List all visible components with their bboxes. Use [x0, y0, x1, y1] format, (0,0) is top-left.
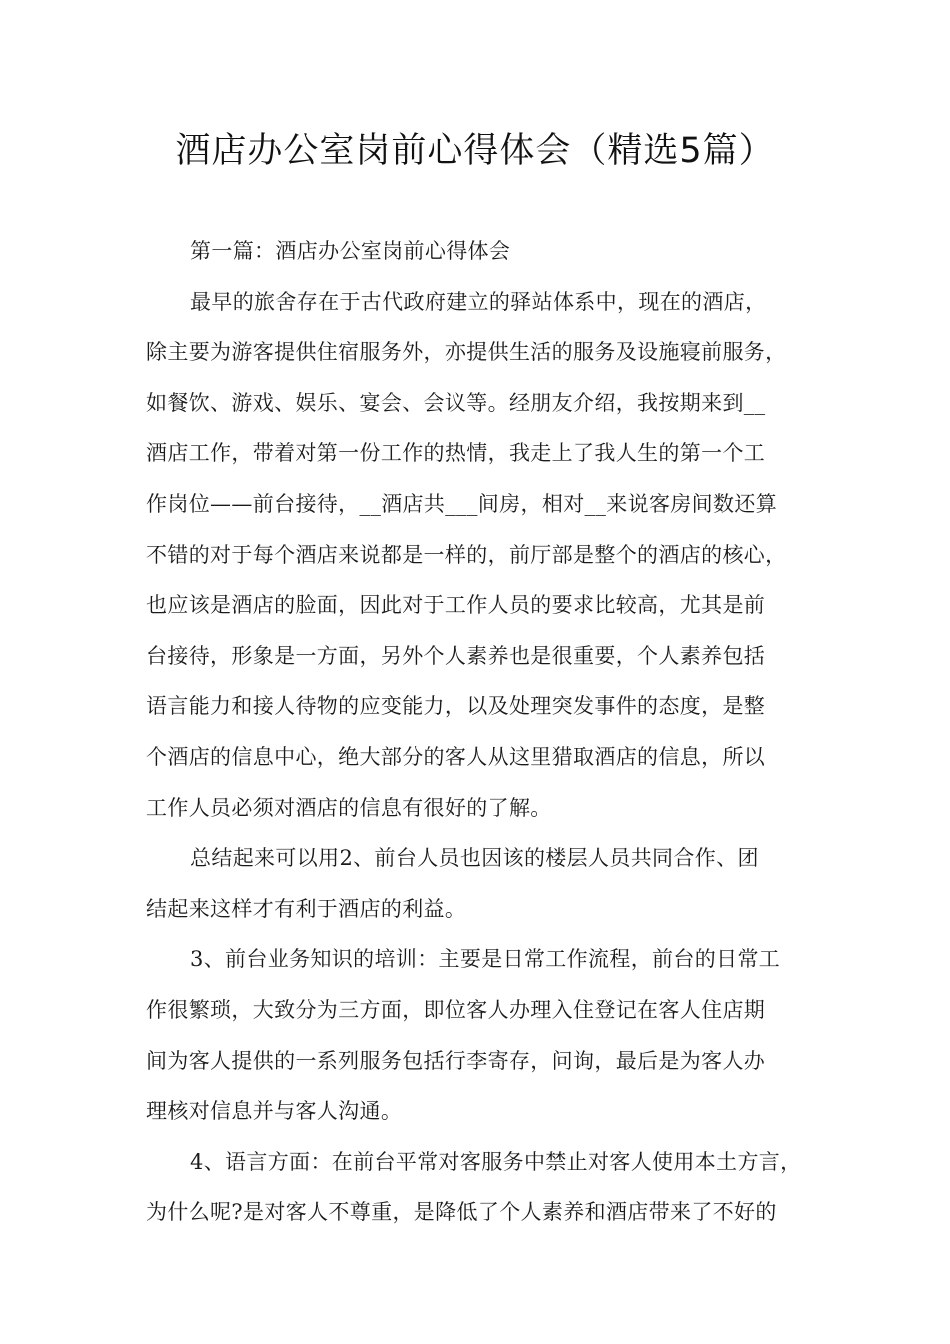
document-body	[146, 226, 818, 1238]
document-title: 酒店办公室岗前心得体会（精选5篇）	[175, 131, 775, 171]
paragraph-line: 语言能力和接人待物的应变能力，以及处理突发事件的态度，是整	[146, 694, 766, 719]
paragraph-line: 不错的对于每个酒店来说都是一样的，前厅部是整个的酒店的核心，	[146, 542, 787, 567]
paragraph-line: 工作人员必须对酒店的信息有很好的了解。	[146, 795, 552, 820]
paragraph-line: 4、语言方面：在前台平常对客服务中禁止对客人使用本土方言，	[190, 1149, 802, 1174]
paragraph-line: 为什么呢?是对客人不尊重，是降低了个人素养和酒店带来了不好的	[146, 1200, 777, 1225]
paragraph-line: 作很繁琐，大致分为三方面，即位客人办理入住登记在客人住店期	[146, 997, 766, 1022]
paragraph-line: 理核对信息并与客人沟通。	[146, 1099, 403, 1124]
paragraph-line: 3、前台业务知识的培训：主要是日常工作流程，前台的日常工	[190, 947, 781, 972]
paragraph-line: 台接待，形象是一方面，另外个人素养也是很重要，个人素养包括	[146, 643, 766, 668]
paragraph-line: 也应该是酒店的脸面，因此对于工作人员的要求比较高，尤其是前	[146, 593, 766, 618]
paragraph-line: 结起来这样才有利于酒店的利益。	[146, 896, 467, 921]
paragraph-line: 个酒店的信息中心，绝大部分的客人从这里猎取酒店的信息，所以	[146, 744, 766, 769]
paragraph-line: 总结起来可以用2、前台人员也因该的楼层人员共同合作、团	[190, 846, 759, 871]
paragraph-line: 除主要为游客提供住宿服务外，亦提供生活的服务及设施寝前服务，	[146, 340, 787, 365]
paragraph-line: 作岗位——前台接待，__酒店共___间房，相对__来说客房间数还算	[146, 491, 778, 516]
paragraph-line: 间为客人提供的一系列服务包括行李寄存，问询，最后是为客人办	[146, 1048, 766, 1073]
section-heading: 第一篇：酒店办公室岗前心得体会	[190, 239, 511, 263]
paragraph-line: 如餐饮、游戏、娱乐、宴会、会议等。经朋友介绍，我按期来到__	[146, 390, 766, 415]
paragraph-line: 最早的旅舍存在于古代政府建立的驿站体系中，现在的酒店，	[190, 289, 767, 314]
paragraph-line: 酒店工作，带着对第一份工作的热情，我走上了我人生的第一个工	[146, 441, 766, 466]
